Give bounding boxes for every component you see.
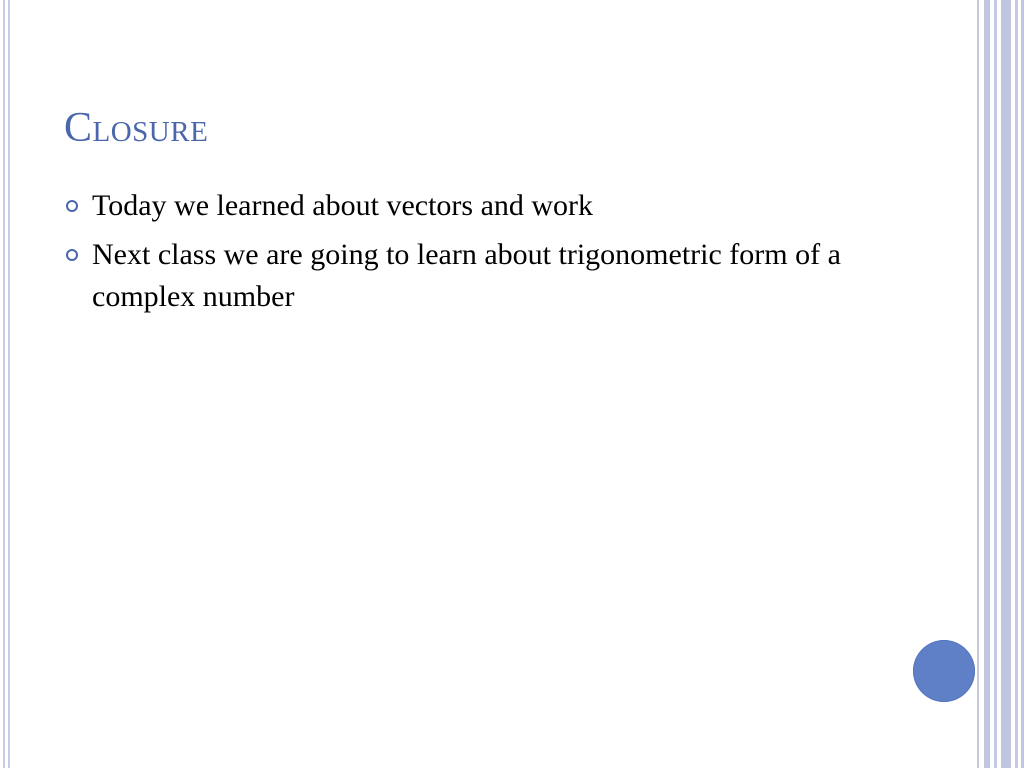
bullet-list — [62, 185, 902, 325]
ring-bullet-icon — [66, 249, 78, 261]
blue-circle-decoration-icon — [913, 640, 975, 702]
bullet-item — [62, 234, 902, 318]
right-stripe — [977, 0, 979, 768]
right-stripe — [1015, 0, 1018, 768]
bullet-text: Next class we are going to learn about trigonometric form of a complex number — [92, 238, 841, 313]
left-border-line — [8, 0, 10, 768]
left-border-line — [3, 0, 5, 768]
right-stripe — [994, 0, 997, 768]
bullet-text: Today we learned about vectors and work — [92, 189, 594, 222]
ring-bullet-icon — [66, 200, 78, 212]
slide-title: Closure — [64, 105, 209, 151]
right-stripe — [984, 0, 990, 768]
bullet-item — [62, 185, 902, 227]
right-stripe — [1001, 0, 1011, 768]
